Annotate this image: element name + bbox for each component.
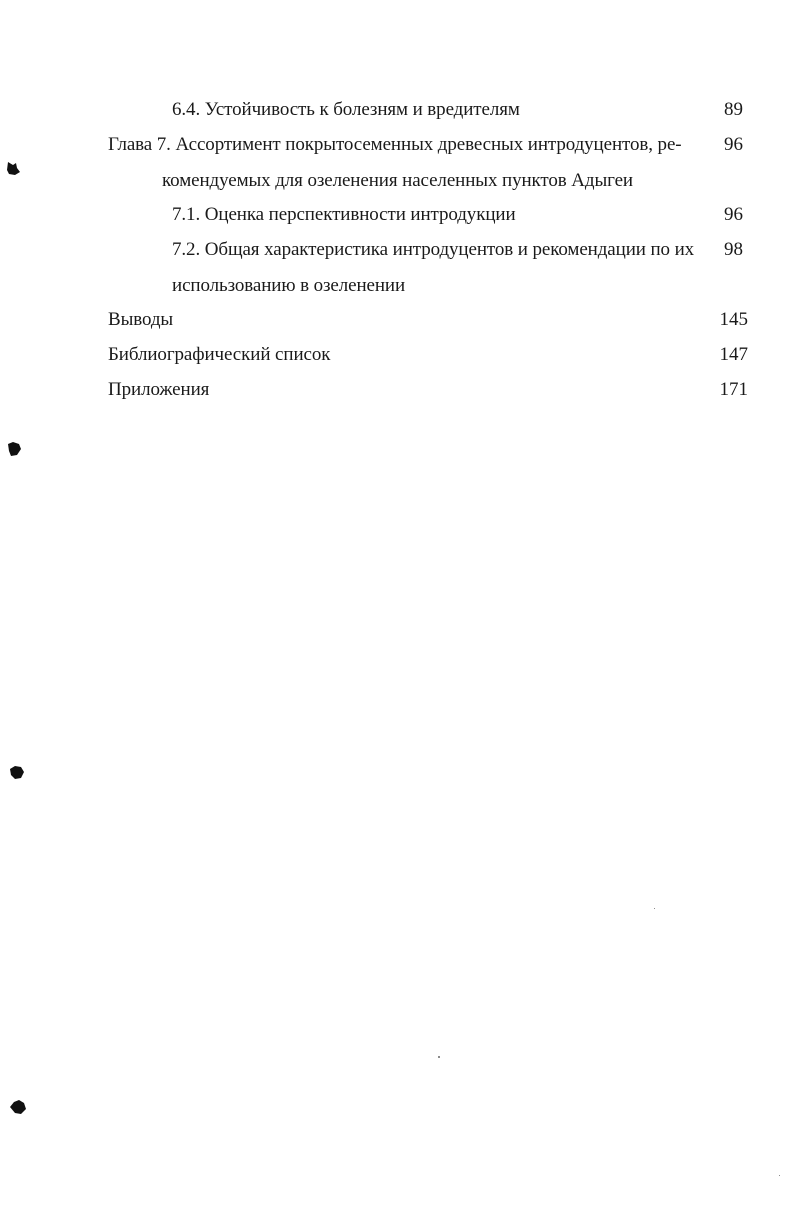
toc-entry-6-4-page: 89 <box>724 99 743 120</box>
dust-speck <box>438 1056 440 1058</box>
dust-speck <box>654 908 655 909</box>
toc-entry-7-2-page: 98 <box>724 239 743 260</box>
toc-chapter-7-title-line2: комендуемых для озеленения населенных пунктов Адыгеи <box>162 170 633 191</box>
toc-conclusions-title: Выводы <box>108 309 174 330</box>
toc-entry-7-1-title: 7.1. Оценка перспективности интродукции <box>172 204 516 225</box>
toc-entry-6-4-title: 6.4. Устойчивость к болезням и вредителям <box>172 99 520 120</box>
toc-entry-7-1-page: 96 <box>724 204 743 225</box>
toc-bibliography-title: Библиографический список <box>108 344 331 365</box>
toc-bibliography-page: 147 <box>719 344 748 365</box>
toc-chapter-7-title-line1: Глава 7. Ассортимент покрытосеменных древесных интродуцентов, ре- <box>108 134 682 155</box>
toc-entry-7-2-title-line2: использованию в озеленении <box>172 275 406 296</box>
toc-appendices-page: 171 <box>719 379 748 400</box>
toc-appendices-title: Приложения <box>108 379 210 400</box>
dust-speck <box>779 1175 780 1176</box>
punch-hole-mark-1 <box>4 160 22 178</box>
toc-entry-7-2-title-line1: 7.2. Общая характеристика интродуцентов и рекомендации по их <box>172 239 695 260</box>
toc-chapter-7-page: 96 <box>724 134 743 155</box>
punch-hole-mark-4 <box>8 1098 28 1116</box>
punch-hole-mark-2 <box>5 440 23 458</box>
punch-hole-mark-3 <box>8 764 26 782</box>
toc-conclusions-page: 145 <box>719 309 748 330</box>
